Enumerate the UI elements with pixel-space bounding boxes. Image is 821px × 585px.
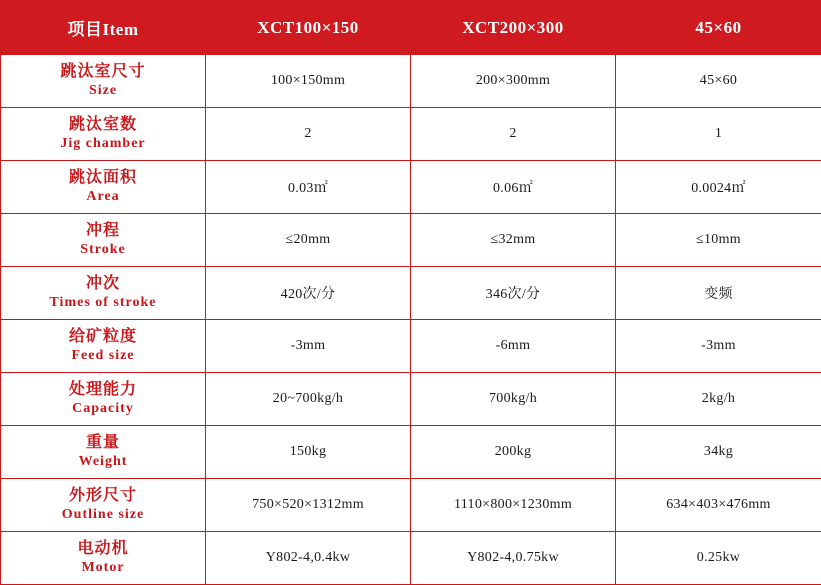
table-row <box>1 373 821 426</box>
cell-value: ≤20mm <box>206 214 411 267</box>
row-label-stroke <box>1 214 206 267</box>
cell-value: -6mm <box>411 320 616 373</box>
cell-value: 634×403×476mm <box>616 479 821 532</box>
table-row <box>1 214 821 267</box>
row-label-cn: 跳汰室尺寸 <box>5 62 201 82</box>
column-header-item: 项目Item <box>1 1 206 55</box>
row-label-cn: 跳汰面积 <box>5 168 201 188</box>
cell-value: 1 <box>616 108 821 161</box>
row-label-en: Times of stroke <box>5 294 201 312</box>
column-header-model-2: XCT200×300 <box>411 1 616 55</box>
row-label-en: Size <box>5 82 201 100</box>
cell-value: -3mm <box>616 320 821 373</box>
row-label-cn: 处理能力 <box>5 380 201 400</box>
table-body <box>1 55 821 585</box>
table-row <box>1 108 821 161</box>
cell-value: 346次/分 <box>411 267 616 320</box>
cell-value: 150kg <box>206 426 411 479</box>
cell-value: 750×520×1312mm <box>206 479 411 532</box>
table-row <box>1 479 821 532</box>
row-label-en: Area <box>5 188 201 206</box>
cell-value: 200×300mm <box>411 55 616 108</box>
row-label-cn: 重量 <box>5 433 201 453</box>
row-label-outline-size <box>1 479 206 532</box>
row-label-area <box>1 161 206 214</box>
cell-value: 34kg <box>616 426 821 479</box>
cell-value: -3mm <box>206 320 411 373</box>
cell-value: 0.0024㎡ <box>616 161 821 214</box>
cell-value: 200kg <box>411 426 616 479</box>
cell-value: Y802-4,0.75kw <box>411 532 616 585</box>
cell-value: 0.06㎡ <box>411 161 616 214</box>
row-label-en: Motor <box>5 559 201 577</box>
table-header-row <box>1 1 821 55</box>
row-label-en: Jig chamber <box>5 135 201 153</box>
cell-value: 变频 <box>616 267 821 320</box>
row-label-cn: 跳汰室数 <box>5 115 201 135</box>
row-label-cn: 外形尺寸 <box>5 486 201 506</box>
row-label-size <box>1 55 206 108</box>
cell-value: 2 <box>206 108 411 161</box>
row-label-en: Weight <box>5 453 201 471</box>
row-label-weight <box>1 426 206 479</box>
table-row <box>1 161 821 214</box>
cell-value: 2 <box>411 108 616 161</box>
cell-value: ≤10mm <box>616 214 821 267</box>
cell-value: 700kg/h <box>411 373 616 426</box>
row-label-cn: 冲次 <box>5 274 201 294</box>
cell-value: 1110×800×1230mm <box>411 479 616 532</box>
row-label-jig-chamber <box>1 108 206 161</box>
cell-value: ≤32mm <box>411 214 616 267</box>
row-label-en: Stroke <box>5 241 201 259</box>
cell-value: 100×150mm <box>206 55 411 108</box>
table-row <box>1 267 821 320</box>
cell-value: 45×60 <box>616 55 821 108</box>
row-label-cn: 冲程 <box>5 221 201 241</box>
row-label-cn: 给矿粒度 <box>5 327 201 347</box>
row-label-en: Capacity <box>5 400 201 418</box>
column-header-model-1: XCT100×150 <box>206 1 411 55</box>
row-label-motor <box>1 532 206 585</box>
row-label-en: Feed size <box>5 347 201 365</box>
row-label-times-of-stroke <box>1 267 206 320</box>
table-row <box>1 55 821 108</box>
cell-value: 20~700kg/h <box>206 373 411 426</box>
table-row <box>1 320 821 373</box>
cell-value: 0.03㎡ <box>206 161 411 214</box>
table-row <box>1 426 821 479</box>
cell-value: 0.25kw <box>616 532 821 585</box>
column-header-model-3: 45×60 <box>616 1 821 55</box>
table-header <box>1 1 821 55</box>
cell-value: 420次/分 <box>206 267 411 320</box>
row-label-cn: 电动机 <box>5 539 201 559</box>
cell-value: 2kg/h <box>616 373 821 426</box>
row-label-en: Outline size <box>5 506 201 524</box>
row-label-capacity <box>1 373 206 426</box>
row-label-feed-size <box>1 320 206 373</box>
cell-value: Y802-4,0.4kw <box>206 532 411 585</box>
table-row <box>1 532 821 585</box>
